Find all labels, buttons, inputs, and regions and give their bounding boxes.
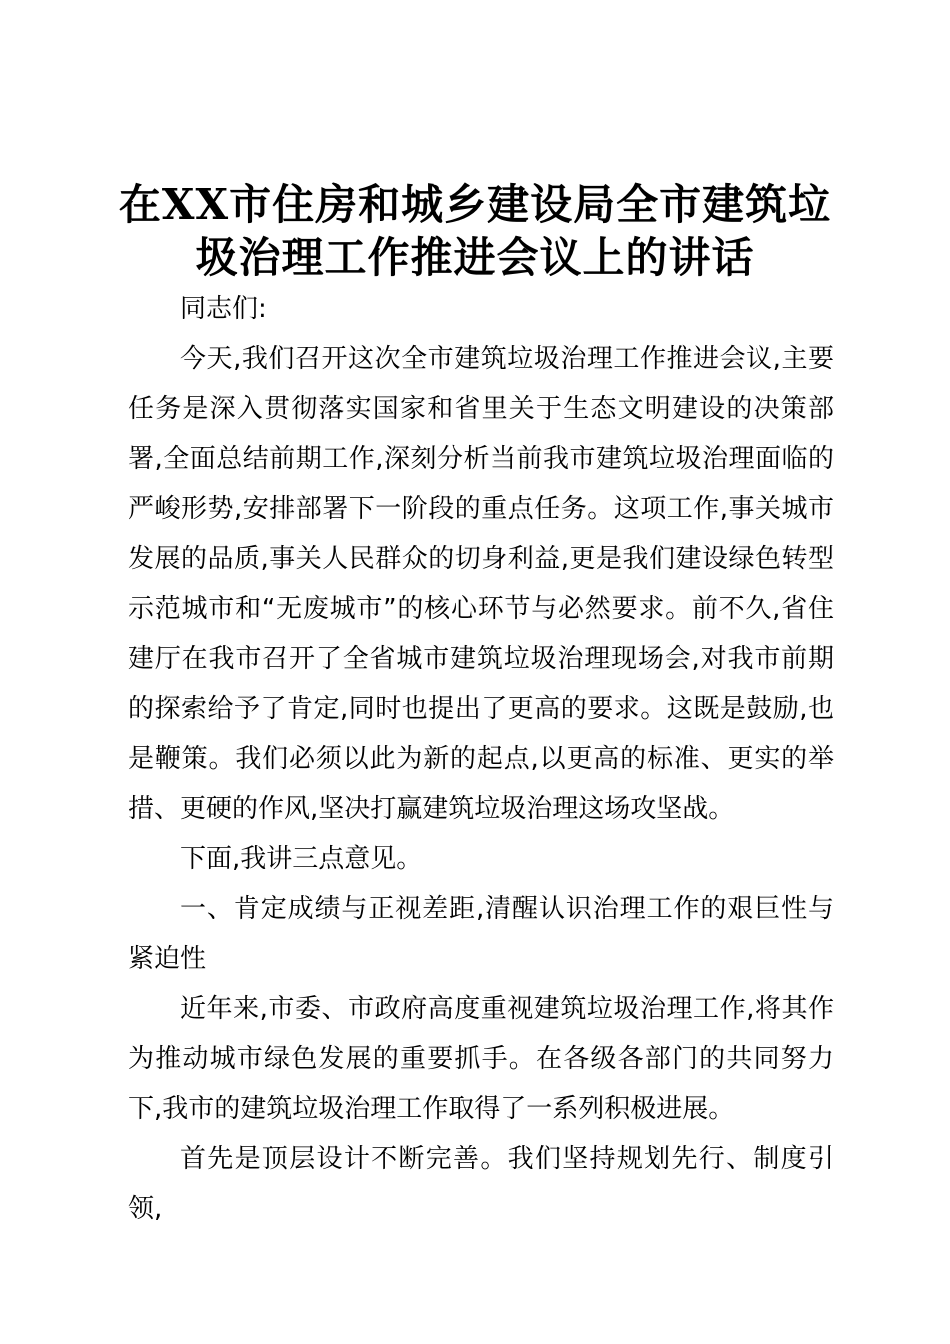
paragraph-achievements: 近年来,市委、市政府高度重视建筑垃圾治理工作,将其作为推动城市绿色发展的重要抓手。在各级各部门的共同努力下,我市的建筑垃圾治理工作取得了一系列积极进展。 [128, 994, 834, 1124]
document-title [110, 178, 840, 284]
paragraph-transition: 下面,我讲三点意见。 [180, 844, 423, 874]
title-line-2: 圾治理工作推进会议上的讲话 [195, 233, 755, 282]
document-body [128, 284, 834, 1234]
title-line-1: 在XX市住房和城乡建设局全市建筑垃 [118, 180, 832, 229]
section-heading-1: 一、肯定成绩与正视差距,清醒认识治理工作的艰巨性与紧迫性 [128, 894, 834, 974]
paragraph-top-design: 首先是顶层设计不断完善。我们坚持规划先行、制度引领, [128, 1144, 834, 1224]
paragraph-intro: 今天,我们召开这次全市建筑垃圾治理工作推进会议,主要任务是深入贯彻落实国家和省里关于生态文明建设的决策部署,全面总结前期工作,深刻分析当前我市建筑垃圾治理面临的严峻形势,安排部署下一阶段的重点任务。这项工作,事关城市发展的品质,事关人民群众的切身利益,更是我们建设绿色转型示范城市和“无废城市”的核心环节与必然要求。前不久,省住建厅在我市召开了全省城市建筑垃圾治理现场会,对我市前期的探索给予了肯定,同时也提出了更高的要求。这既是鼓励,也是鞭策。我们必须以此为新的起点,以更高的标准、更实的举措、更硬的作风,坚决打赢建筑垃圾治理这场攻坚战。 [128, 344, 834, 824]
salutation: 同志们: [180, 294, 267, 324]
